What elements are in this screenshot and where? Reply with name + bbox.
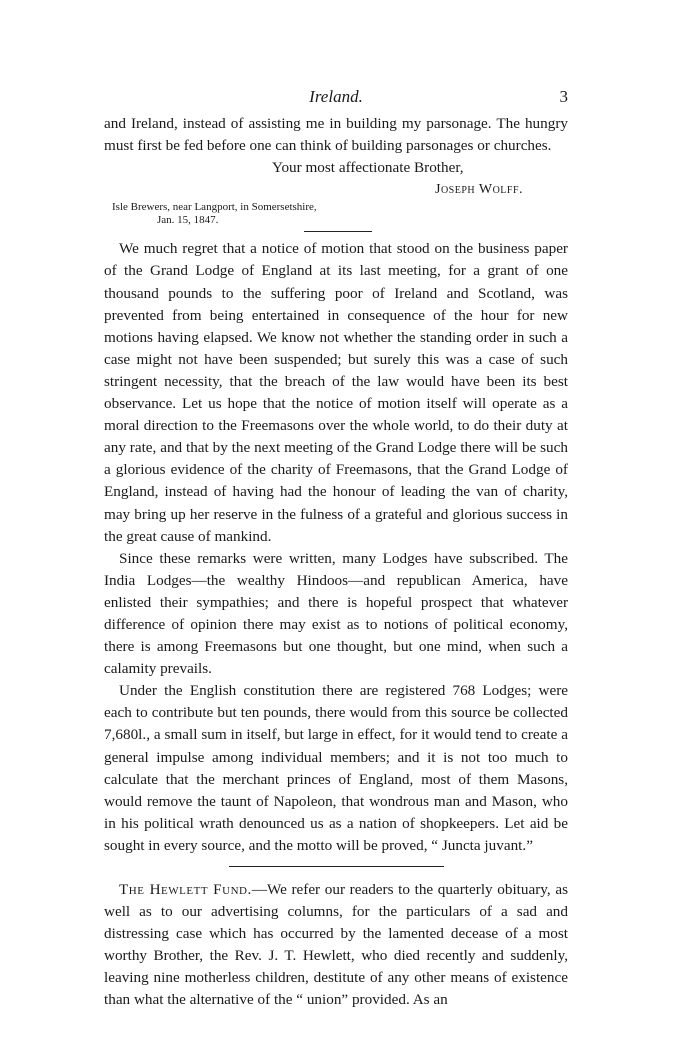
letter-closing: Your most affectionate Brother, — [272, 159, 464, 177]
hewlett-fund-text: —We refer our readers to the quarterly obituary, as well as to our advertising columns, for the particulars of a sad and distressing case which has occurred by the lamented decease of a most worthy Brother, the Rev. J. T. Hewlett, who died recently and suddenly, leaving nine motherless children, destitute of any other means of existence than what the alternative of the “ union” provided. As an — [104, 881, 568, 1009]
letter-closing-paragraph: and Ireland, instead of assisting me in building my parsonage. The hungry must first be fed before one can think of building parsonages or churches. — [104, 115, 568, 155]
section-divider — [304, 231, 372, 232]
letter-place: Isle Brewers, near Langport, in Somersetshire, — [112, 201, 317, 214]
section-divider-long — [229, 866, 444, 867]
letter-signature: Joseph Wolff. — [435, 182, 524, 198]
page-header — [104, 86, 568, 110]
hewlett-fund-paragraph — [104, 879, 568, 1012]
letter-date: Jan. 15, 1847. — [157, 214, 219, 227]
running-title: Ireland. — [309, 87, 363, 106]
article-paragraph-3: Under the English constitution there are registered 768 Lodges; were each to contribute but ten pounds, there would from this source be collected 7,680l., a small sum in itself, but large in effect, for it would tend to create a general impulse among individual members; and it is not too much to calculate that the merchant princes of England, most of them Masons, would remove the taunt of Napoleon, that wondrous man and Mason, who in his political wrath denounced us as a nation of shopkeepers. Let aid be sought in every source, and the motto will be proved, “ Juncta juvant.” — [104, 682, 568, 854]
book-page — [104, 86, 568, 1012]
hewlett-fund-heading: The Hewlett Fund. — [119, 881, 252, 898]
article-paragraph-1: We much regret that a notice of motion that stood on the business paper of the Grand Lodge of England at its last meeting, for a grant of one thousand pounds to the suffering poor of Ireland and Scotland, was prevented from being entertained in consequence of the hour for new motions having elapsed. We know not whether the standing order in such a case might not have been suspended; but surely this was a case of such stringent necessity, that the breach of the law would have been its best observance. Let us hope that the notice of motion itself will operate as a moral direction to the Freemasons over the whole world, to do their duty at any rate, and that by the next meeting of the Grand Lodge there will be such a glorious evidence of the charity of Freemasons, that the Grand Lodge of England, instead of having had the honour of leading the van of charity, may bring up her reserve in the fulness of a grateful and glorious success in the great cause of mankind. — [104, 240, 568, 545]
letter-dateline — [112, 201, 568, 227]
page-number: 3 — [559, 87, 568, 106]
article-paragraph-2: Since these remarks were written, many Lodges have subscribed. The India Lodges—the wealthy Hindoos—and republican America, have enlisted their sympathies; and there is hopeful prospect that whatever difference of opinion there may exist as to notions of political economy, there is among Freemasons but one thought, but one mind, when such a calamity prevails. — [104, 549, 568, 678]
